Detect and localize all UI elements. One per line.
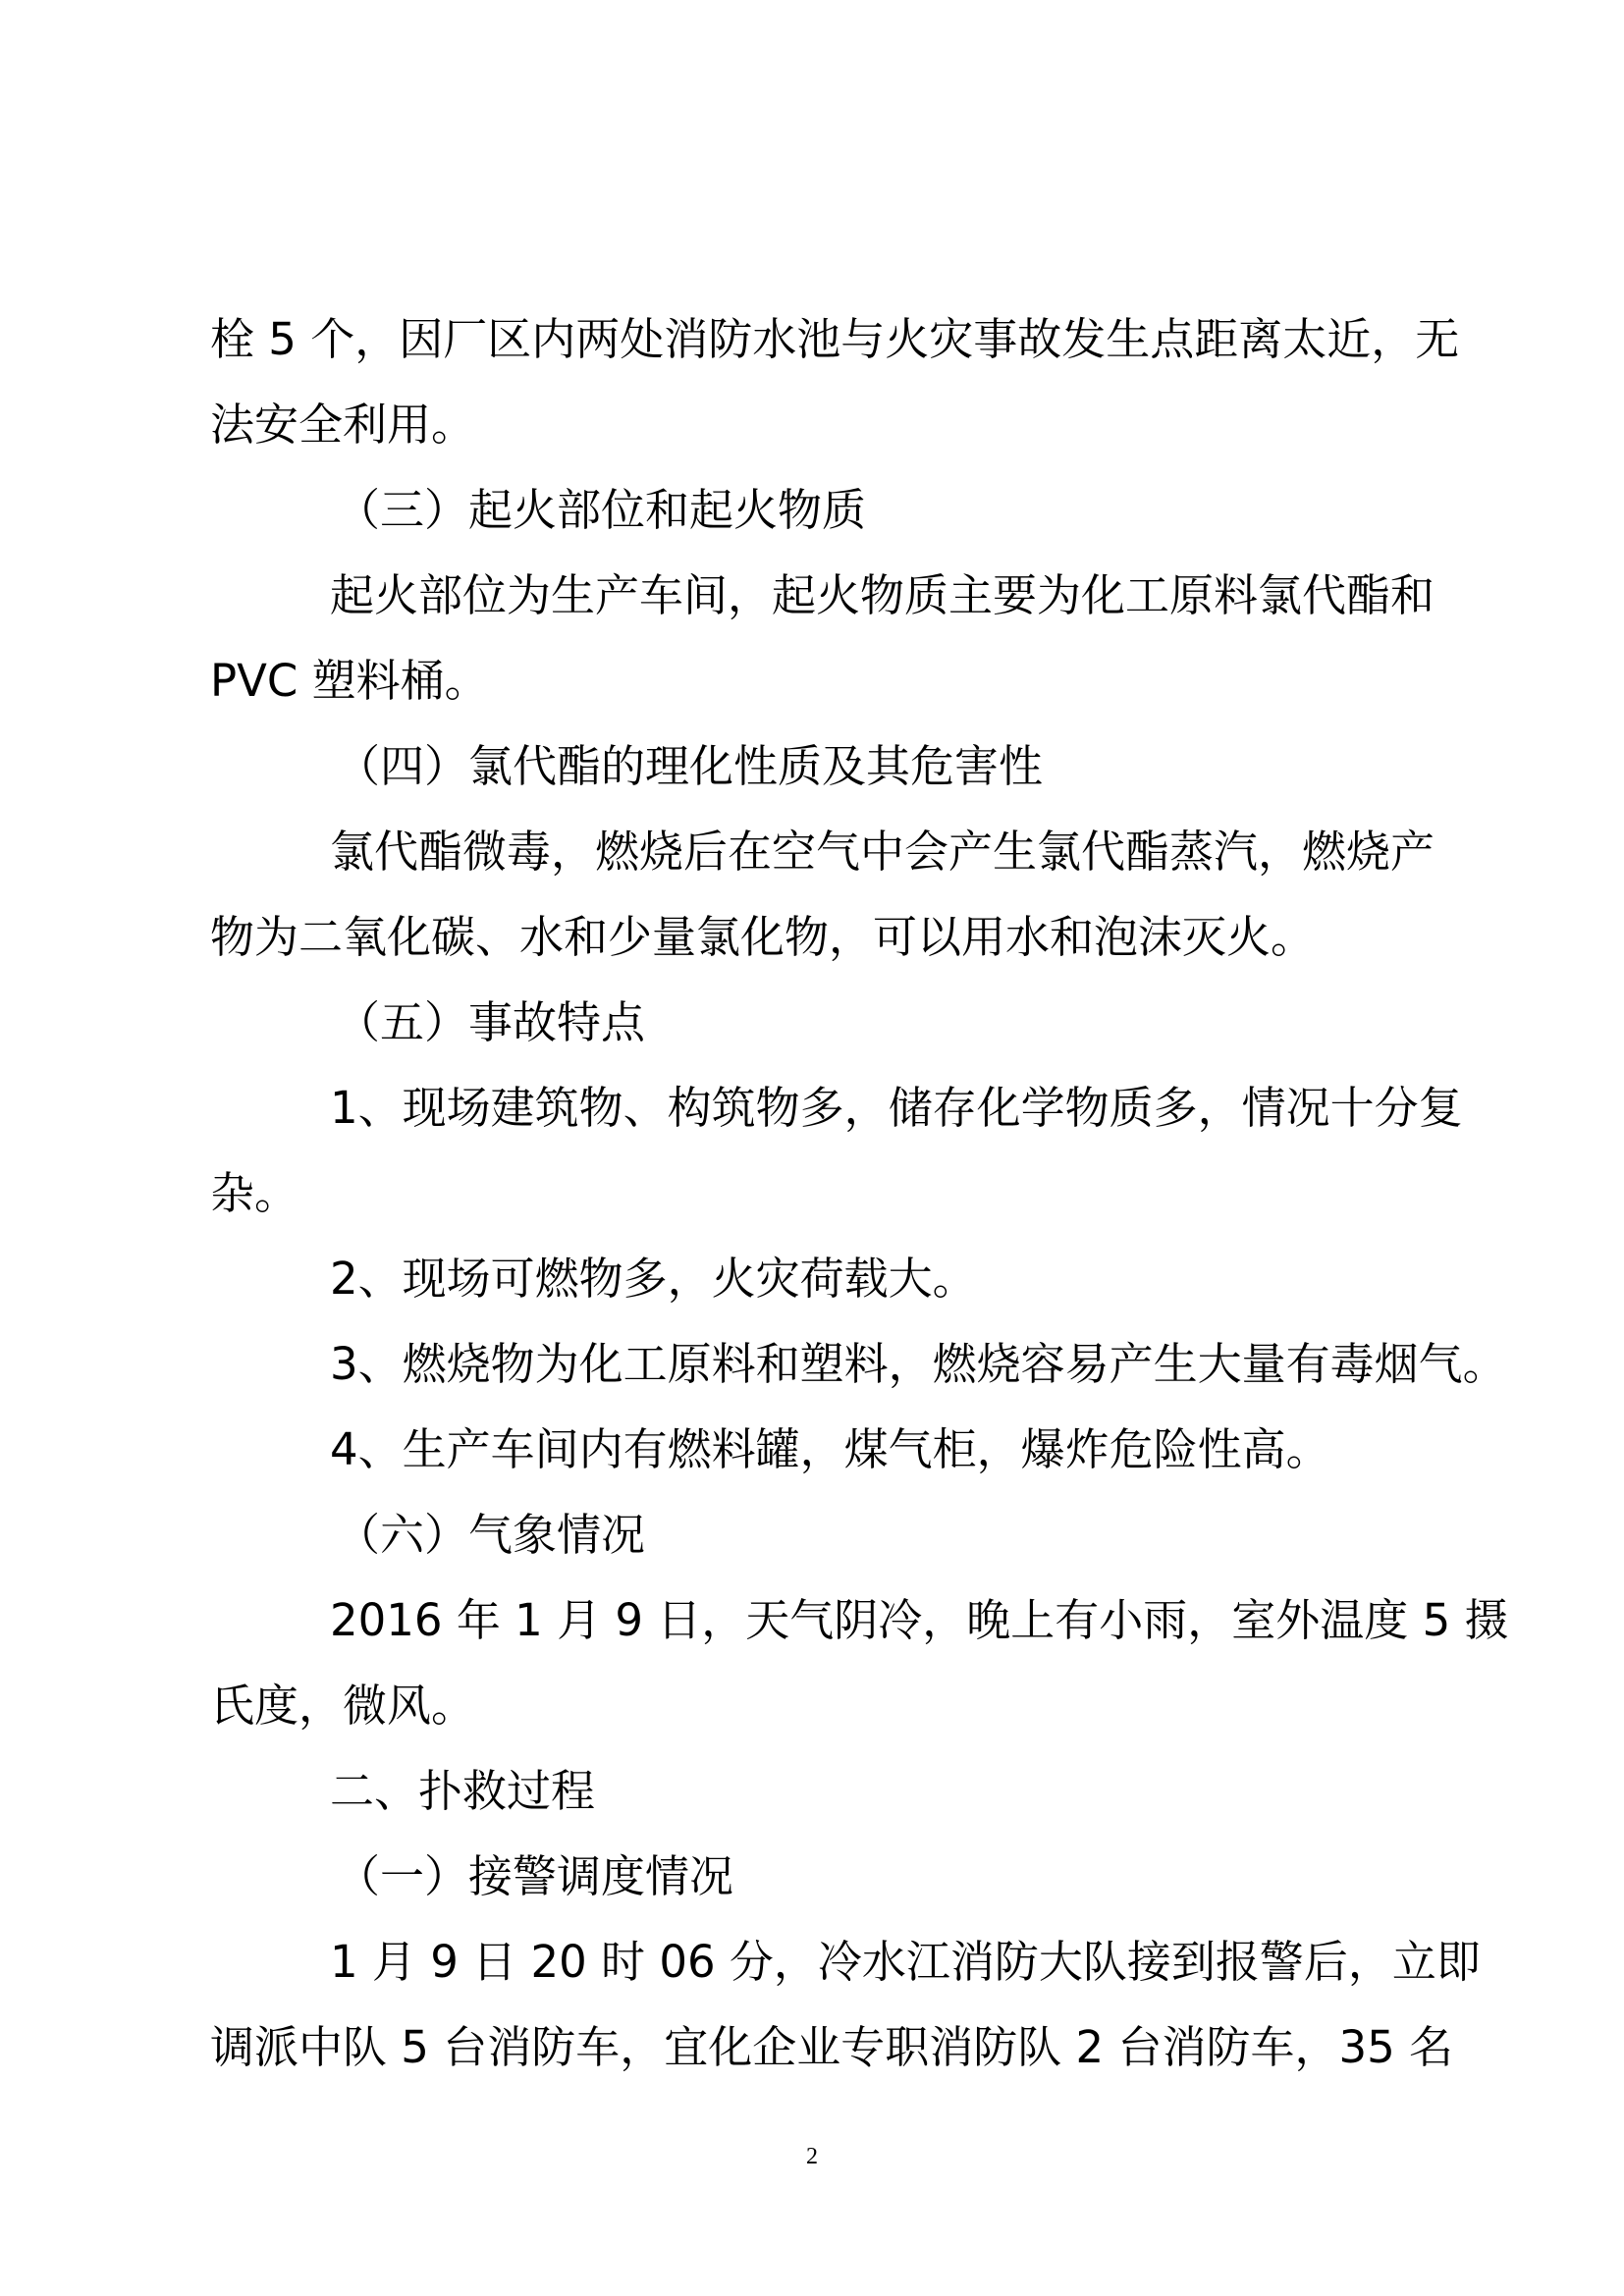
section-heading-5: （五）事故特点 bbox=[336, 996, 646, 1048]
section-heading-1: （一）接警调度情况 bbox=[336, 1850, 734, 1902]
text-line-1: 栓 5 个，因厂区内两处消防水池与火灾事故发生点距离太近，无 bbox=[210, 313, 1460, 365]
section-heading-4: （四）氯代酯的理化性质及其危害性 bbox=[336, 740, 1044, 792]
page-number: 2 bbox=[806, 2144, 818, 2169]
text-line-5: PVC 塑料桶。 bbox=[210, 655, 489, 707]
text-line-2: 法安全利用。 bbox=[210, 399, 476, 451]
list-item-2: 2、现场可燃物多，火灾荷载大。 bbox=[330, 1253, 977, 1305]
section-heading-3: （三）起火部位和起火物质 bbox=[336, 484, 867, 536]
text-line-17: 氏度，微风。 bbox=[210, 1680, 476, 1732]
text-line-21: 调派中队 5 台消防车，宜化企业专职消防队 2 台消防车，35 名 bbox=[210, 2021, 1454, 2073]
list-item-4: 4、生产车间内有燃料罐，煤气柜，爆炸危险性高。 bbox=[330, 1423, 1330, 1475]
list-item-1: 1、现场建筑物、构筑物多，储存化学物质多，情况十分复 bbox=[330, 1082, 1463, 1134]
text-line-20: 1 月 9 日 20 时 06 分，冷水江消防大队接到报警后，立即 bbox=[330, 1936, 1481, 1988]
section-heading-6: （六）气象情况 bbox=[336, 1509, 646, 1561]
chapter-heading-2: 二、扑救过程 bbox=[330, 1765, 596, 1817]
text-line-8: 物为二氧化碳、水和少量氯化物，可以用水和泡沫灭火。 bbox=[210, 911, 1316, 963]
text-line-7: 氯代酯微毒，燃烧后在空气中会产生氯代酯蒸汽，燃烧产 bbox=[330, 826, 1435, 878]
list-item-3: 3、燃烧物为化工原料和塑料，燃烧容易产生大量有毒烟气。 bbox=[330, 1338, 1507, 1390]
text-line-4: 起火部位为生产车间，起火物质主要为化工原料氯代酯和 bbox=[330, 569, 1435, 621]
text-line-16: 2016 年 1 月 9 日，天气阴冷，晚上有小雨，室外温度 5 摄 bbox=[330, 1594, 1509, 1646]
text-line-11: 杂。 bbox=[210, 1167, 299, 1219]
